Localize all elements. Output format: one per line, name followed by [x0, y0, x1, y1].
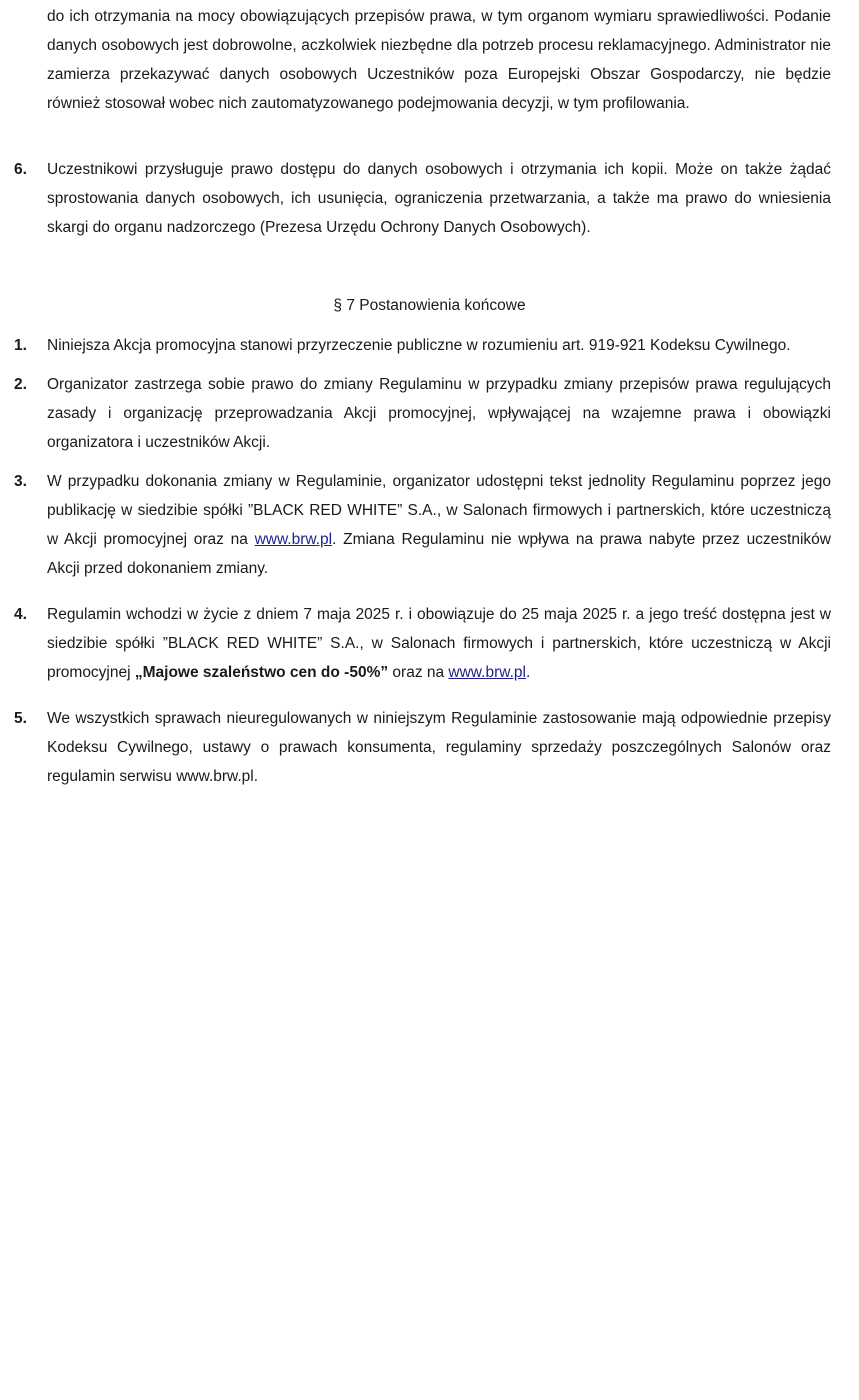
item-text — [47, 600, 831, 687]
text-between: oraz na — [388, 664, 449, 681]
text-after-link: . Zmiana Regulaminu nie wpływa na prawa nabyte przez uczestników Akcji przed dokonaniem zmiany. — [47, 531, 831, 577]
item-text: We wszystkich sprawach nieuregulowanych w niniejszym Regulaminie zastosowanie mają odpowiednie przepisy Kodeksu Cywilnego, ustawy o prawach konsumenta, regulaminy sprzedaży poszczególnych Salonów oraz regulamin serwisu www.brw.pl. — [47, 710, 831, 785]
item-text: Organizator zastrzega sobie prawo do zmiany Regulaminu w przypadku zmiany przepisów prawa regulujących zasady i organizację przeprowadzania Akcji promocyjnej, wpływającej na wzajemne prawa i obowiązki organizatora i uczestników Akcji. — [47, 376, 831, 451]
item-number: 4. — [14, 606, 27, 623]
item-number: 5. — [14, 710, 27, 727]
brw-link[interactable]: www.brw.pl — [448, 664, 526, 681]
item-number: 2. — [14, 376, 27, 393]
item-text: Niniejsza Akcja promocyjna stanowi przyrzeczenie publiczne w rozumieniu art. 919-921 Kodeksu Cywilnego. — [47, 337, 791, 354]
text-before-link: W przypadku dokonania zmiany w Regulaminie, organizator udostępni tekst jednolity Regulaminu poprzez jego publikację w siedzibie spółki ”BLACK RED WHITE” S.A., w Salonach firmowych i partnerskich, które uczestniczą w Akcji promocyjnej oraz na — [47, 473, 831, 548]
item-text — [47, 467, 831, 583]
brw-link[interactable]: www.brw.pl — [254, 531, 333, 548]
text-before-bold: Regulamin wchodzi w życie z dniem 7 maja 2025 r. i obowiązuje do 25 maja 2025 r. a jego treść dostępna jest w siedzibie spółki ”BLACK RED WHITE” S.A., w Salonach firmowych i partnerskich, które uczestniczą w Akcji promocyjnej — [47, 606, 831, 681]
item-number: 1. — [14, 337, 27, 354]
promo-name: „Majowe szaleństwo cen do -50%” — [134, 664, 389, 681]
item-number: 6. — [14, 161, 27, 178]
text-after-link: . — [525, 664, 531, 681]
paragraph-continuation: do ich otrzymania na mocy obowiązujących przepisów prawa, w tym organom wymiaru sprawiedliwości. Podanie danych osobowych jest dobrowolne, aczkolwiek niezbędne dla potrzeb procesu reklamacyjnego. Administrator nie zamierza przekazywać danych osobowych Uczestników poza Europejski Obszar Gospodarczy, nie będzie również stosował wobec nich zautomatyzowanego podejmowania decyzji, w tym profilowania. — [47, 8, 831, 112]
item-number: 3. — [14, 473, 27, 490]
section-heading: § 7 Postanowienia końcowe — [333, 297, 526, 314]
item-text: Uczestnikowi przysługuje prawo dostępu do danych osobowych i otrzymania ich kopii. Może on także żądać sprostowania danych osobowych, ich usunięcia, ograniczenia przetwarzania, a także ma prawo do wniesienia skargi do organu nadzorczego (Prezesa Urzędu Ochrony Danych Osobowych). — [47, 161, 831, 236]
